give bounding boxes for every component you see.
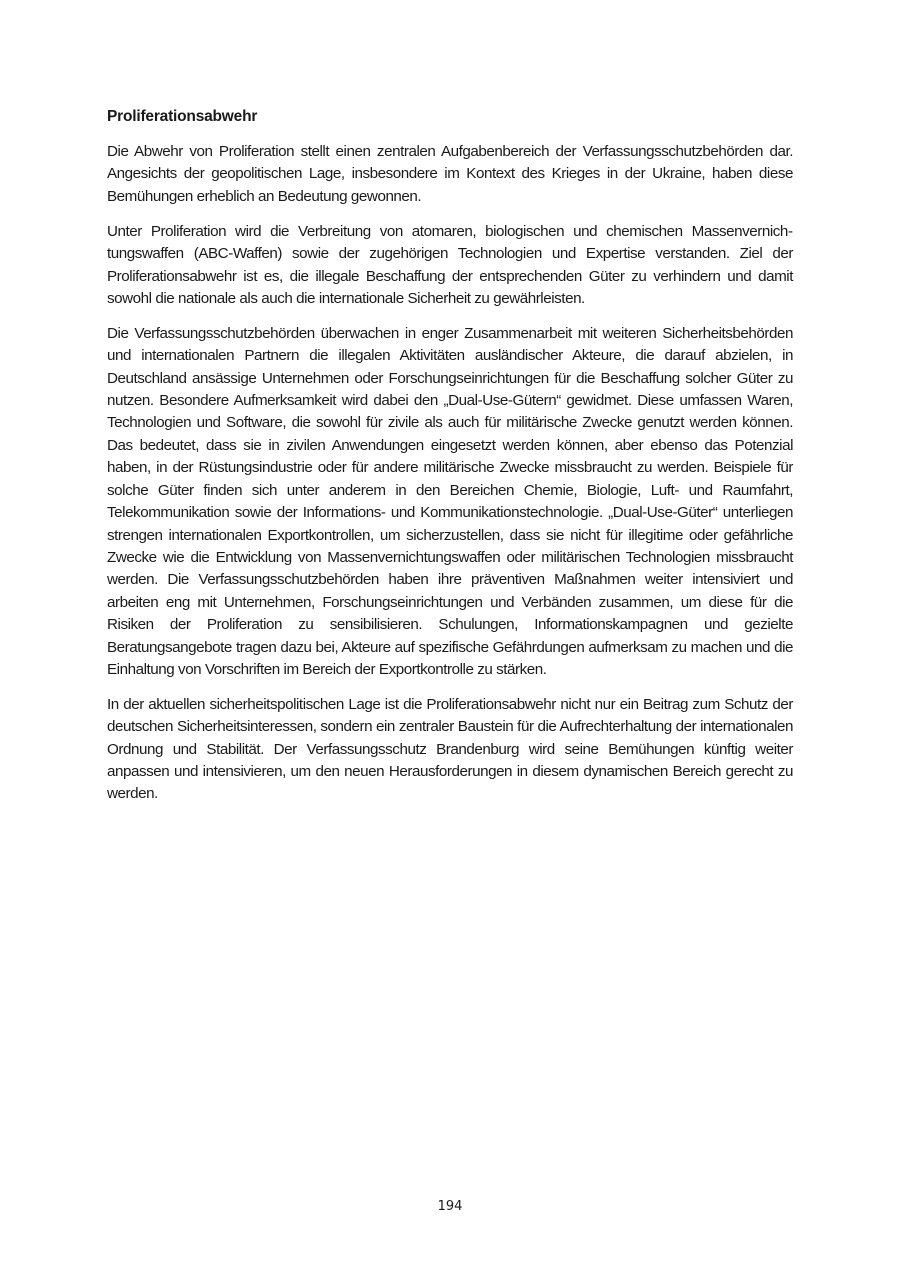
- paragraph-intro: Die Abwehr von Proliferation stellt einen zentralen Aufgabenbereich der Verfassungsschutzbehörden dar. Angesichts der geopolitischen Lage, insbesondere im Kontext des Krieges in der Ukraine, haben diese Bemühungen erheblich an Bedeutung gewonnen.: [107, 143, 793, 205]
- page-number: 194: [437, 1199, 463, 1214]
- page-content: [107, 106, 793, 818]
- paragraph-definition: Unter Proliferation wird die Verbreitung von atomaren, biologischen und chemischen Massenvernichtungswaffen (ABC-Waffen) sowie der zugehörigen Technologien und Expertise verstanden. Ziel der Proliferationsabwehr ist es, die illegale Beschaffung der entsprechenden Güter zu verhindern und damit sowohl die nationale als auch die internationale Sicherheit zu gewährleisten.: [107, 222, 793, 307]
- section-heading: Proliferationsabwehr: [107, 108, 258, 125]
- paragraph-dual-use: Die Verfassungsschutzbehörden überwachen in enger Zusammenarbeit mit weiteren Sicherheitsbehörden und internationalen Partnern die illegalen Aktivitäten ausländischer Akteure, die darauf abzielen, in Deutschland ansässige Unternehmen oder Forschungseinrichtungen für die Beschaffung solcher Güter zu nutzen. Besondere Aufmerksamkeit wird dabei den „Dual-Use-Gütern“ gewidmet. Diese umfassen Waren, Technologien und Software, die sowohl für zivile als auch für militärische Zwecke genutzt werden können. Das bedeutet, dass sie in zivilen Anwendungen eingesetzt werden können, aber ebenso das Potenzial haben, in der Rüstungsindustrie oder für andere militärische Zwecke missbraucht zu werden. Beispiele für solche Güter finden sich unter anderem in den Bereichen Chemie, Biologie, Luft- und Raumfahrt, Telekommunikation sowie der Informations- und Kommunikationstechnologie. „Dual-Use-Güter“ unterliegen strengen internationalen Exportkontrollen, um sicherzustellen, dass sie nicht für illegitime oder gefährliche Zwecke wie die Entwicklung von Massenvernichtungswaffen oder militärischen Technologien missbraucht werden. Die Verfassungsschutzbehörden haben ihre präventiven Maßnahmen weiter intensiviert und arbeiten eng mit Unternehmen, Forschungseinrichtungen und Verbänden zusammen, um diese für die Risiken der Proliferation zu sensibilisieren. Schulungen, Informationskampagnen und gezielte Beratungsangebote tragen dazu bei, Akteure auf spezifische Gefährdungen aufmerksam zu machen und die Einhaltung von Vorschriften im Bereich der Exportkontrolle zu stärken.: [107, 324, 793, 678]
- paragraph-conclusion: In der aktuellen sicherheitspolitischen Lage ist die Proliferationsabwehr nicht nur ein Beitrag zum Schutz der deutschen Sicherheitsinteressen, sondern ein zentraler Baustein für die Aufrechterhaltung der internationalen Ordnung und Stabilität. Der Verfassungsschutz Brandenburg wird seine Bemühungen künftig weiter anpassen und intensivieren, um den neuen Herausforderungen in diesem dynamischen Bereich gerecht zu werden.: [107, 695, 793, 803]
